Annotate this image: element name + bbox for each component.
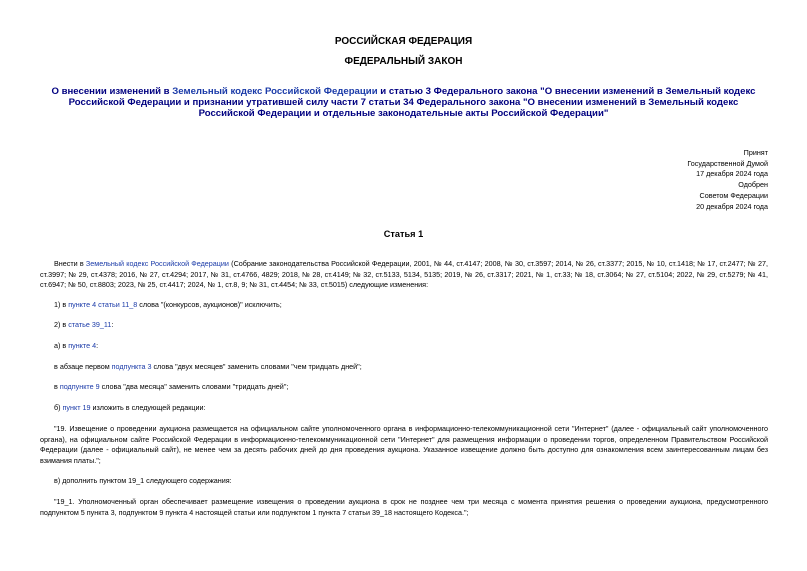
item-a1-link[interactable]: подпункта 3	[111, 362, 152, 371]
item-b-prefix: б)	[54, 403, 63, 412]
item-2-text: :	[111, 320, 114, 329]
adoption-line: Принят	[743, 148, 768, 157]
title-prefix: О внесении изменений в	[51, 86, 173, 97]
quote-19-paragraph: "19. Извещение о проведении аукциона размещается на официальном сайте уполномоченного органа в информационно-телекоммуникационной сети "Интернет" (далее - официальный сайт уполномоченного органа), на официальном сайте Российской Федерации в информационно-телекоммуникационной сети "Интернет" для размещения информации о проведении торгов, определенном Правительством Российской Федерации (далее - официальный сайт), не менее чем за десять рабочих дней до дня проведения аукциона. Указанное извещение должно быть доступно для ознакомления всем заинтересованным лицам без взимания платы.";	[40, 424, 768, 465]
item-a1-paragraph	[40, 362, 768, 373]
article-heading: Статья 1	[383, 229, 424, 239]
law-title	[40, 86, 767, 119]
quote-19-1-paragraph: "19_1. Уполномоченный орган обеспечивает размещение извещения о проведении аукциона в срок не позднее чем три месяца с момента принятия решения о проведении аукциона, предусмотренного подпунктом 5 пункта 3, подпунктом 9 пункта 4 настоящей статьи или подпунктом 1 пункта 7 статьи 39_18 настоящего Кодекса.";	[40, 497, 768, 517]
item-2-link[interactable]: статье 39_11	[68, 320, 112, 329]
adoption-line: Одобрен	[738, 180, 768, 190]
intro-land-code-link[interactable]: Земельный кодекс Российской Федерации	[85, 259, 229, 268]
item-a1-prefix: в абзаце первом	[54, 362, 112, 371]
adoption-line: 17 декабря 2024 года	[696, 169, 768, 179]
item-2-paragraph	[40, 320, 768, 331]
article-intro-paragraph	[40, 259, 768, 291]
item-a2-prefix: в	[54, 382, 60, 391]
item-b-paragraph	[40, 403, 768, 414]
adoption-block	[687, 148, 768, 212]
intro-text: (Собрание законодательства Российской Федерации, 2001, № 44, ст.4147; 2008, № 30, ст.3597; 2014, № 26, ст.3377; 2015, № 10, ст.1418; № 17, ст.2477; № 27, ст.3997; № 29, ст.4378; 2016, № 27, ст.4294; 2017, № 31, ст.4766, 4829; 2018, № 28, ст.4149; № 32, ст.5133, 5134, 5135; 2019, № 26, ст.3317; 2021, № 1, ст.33; № 18, ст.3064; № 27, ст.5104; 2022, № 29, ст.5279; № 41, ст.6947; № 50, ст.8803; 2023, № 25, ст.4417; 2024, № 1, ст.8, 9; № 31, ст.4454; № 33, ст.5015) следующие изменения:	[40, 259, 768, 289]
item-a-paragraph	[40, 341, 768, 352]
item-a-link[interactable]: пункте 4	[68, 341, 97, 350]
item-v-paragraph: в) дополнить пунктом 19_1 следующего содержания:	[54, 476, 232, 485]
item-a-prefix: а) в	[54, 341, 69, 350]
item-1-paragraph	[40, 300, 768, 311]
item-b-text: изложить в следующей редакции:	[90, 403, 206, 412]
item-1-link[interactable]: пункте 4 статьи 11_8	[68, 300, 138, 309]
item-1-text: слова "(конкурсов, аукционов)" исключить;	[137, 300, 282, 309]
adoption-line: 20 декабря 2024 года	[696, 201, 768, 211]
item-2-prefix: 2) в	[54, 320, 69, 329]
item-a2-text: слова "два месяца" заменить словами "тридцать дней";	[99, 382, 289, 391]
adoption-line: Государственной Думой	[687, 158, 768, 168]
title-land-code-link[interactable]: Земельный кодекс Российской Федерации	[172, 86, 378, 97]
item-a1-text: слова "двух месяцев" заменить словами "чем тридцать дней";	[151, 362, 362, 371]
adoption-line: Советом Федерации	[699, 190, 768, 200]
item-a2-link[interactable]: подпункте 9	[59, 382, 100, 391]
intro-prefix: Внести в	[54, 259, 86, 268]
item-1-prefix: 1) в	[54, 300, 69, 309]
item-a-text: :	[96, 341, 99, 350]
item-b-link[interactable]: пункт 19	[62, 403, 91, 412]
item-a2-paragraph	[40, 382, 768, 393]
country-heading: РОССИЙСКАЯ ФЕДЕРАЦИЯ	[334, 36, 473, 47]
title-rest: и статью 3 Федерального закона "О внесении изменений в Земельный кодекс Российской Федерации и признании утратившей силу части 7 статьи 34 Федерального закона "О внесении изменений в Земельный кодекс Российской Федерации и отдельные законодательные акты Российской Федерации"	[68, 86, 756, 119]
law-type-heading: ФЕДЕРАЛЬНЫЙ ЗАКОН	[344, 56, 463, 67]
